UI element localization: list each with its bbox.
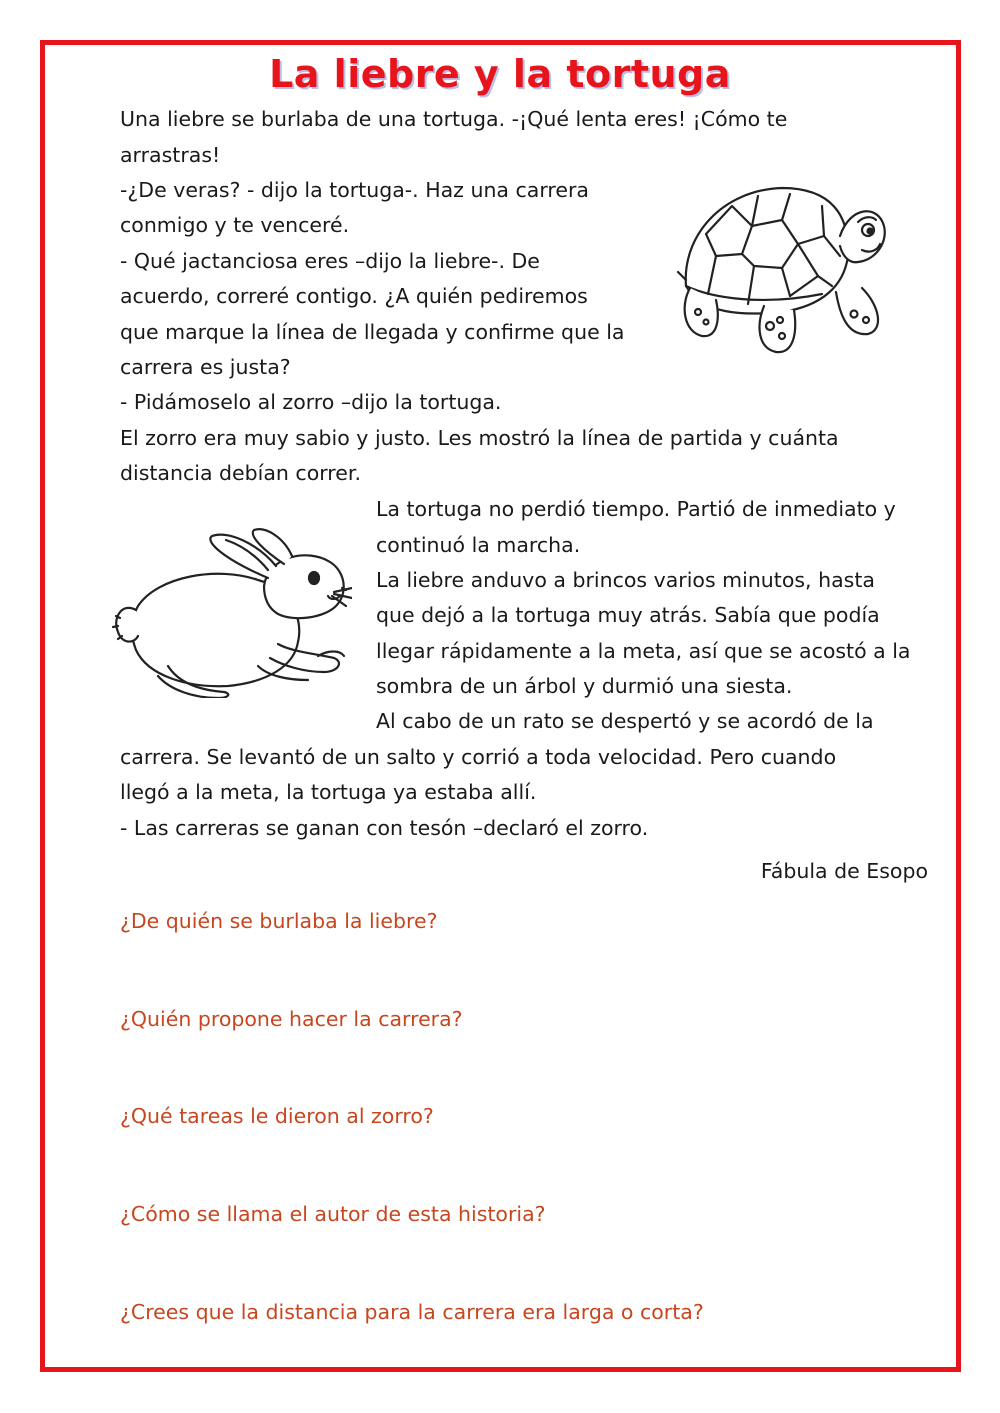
story-line: que dejó a la tortuga muy atrás. Sabía que podía: [376, 603, 880, 627]
question-item: ¿De quién se burlaba la liebre?: [120, 909, 438, 933]
story-line: conmigo y te venceré.: [120, 213, 350, 237]
story-line: sombra de un árbol y durmió una siesta.: [376, 674, 793, 698]
story-line: - Qué jactanciosa eres –dijo la liebre-. De: [120, 249, 540, 273]
story-line: llegó a la meta, la tortuga ya estaba allí.: [120, 780, 537, 804]
story-line: acuerdo, correré contigo. ¿A quién pediremos: [120, 284, 588, 308]
story-line: que marque la línea de llegada y confirme que la: [120, 320, 625, 344]
story-line: Al cabo de un rato se despertó y se acordó de la: [376, 709, 874, 733]
story-line: distancia debían correr.: [120, 461, 361, 485]
story-line: La liebre anduvo a brincos varios minutos, hasta: [376, 568, 875, 592]
question-item: ¿Qué tareas le dieron al zorro?: [120, 1104, 434, 1128]
story-line: - Pidámoselo al zorro –dijo la tortuga.: [120, 390, 502, 414]
story-source: Fábula de Esopo: [760, 859, 928, 883]
page-title: La liebre y la tortuga: [269, 52, 731, 96]
story-line: -¿De veras? - dijo la tortuga-. Haz una carrera: [120, 178, 589, 202]
story-line: Una liebre se burlaba de una tortuga. -¡Qué lenta eres! ¡Cómo te: [120, 107, 788, 131]
question-item: ¿Crees que la distancia para la carrera era larga o corta?: [120, 1300, 704, 1324]
story-line: El zorro era muy sabio y justo. Les mostró la línea de partida y cuánta: [120, 426, 839, 450]
story-line: carrera es justa?: [120, 355, 291, 379]
rabbit-illustration-icon: [108, 526, 352, 698]
question-item: ¿Cómo se llama el autor de esta historia?: [120, 1202, 546, 1226]
story-line: arrastras!: [120, 143, 221, 167]
story-line: - Las carreras se ganan con tesón –declaró el zorro.: [120, 816, 649, 840]
story-line: La tortuga no perdió tiempo. Partió de inmediato y: [376, 497, 896, 521]
question-item: ¿Quién propone hacer la carrera?: [120, 1007, 463, 1031]
story-line: llegar rápidamente a la meta, así que se acostó a la: [376, 639, 911, 663]
turtle-illustration-icon: [672, 176, 888, 362]
story-line: carrera. Se levantó de un salto y corrió a toda velocidad. Pero cuando: [120, 745, 837, 769]
story-line: continuó la marcha.: [376, 533, 581, 557]
